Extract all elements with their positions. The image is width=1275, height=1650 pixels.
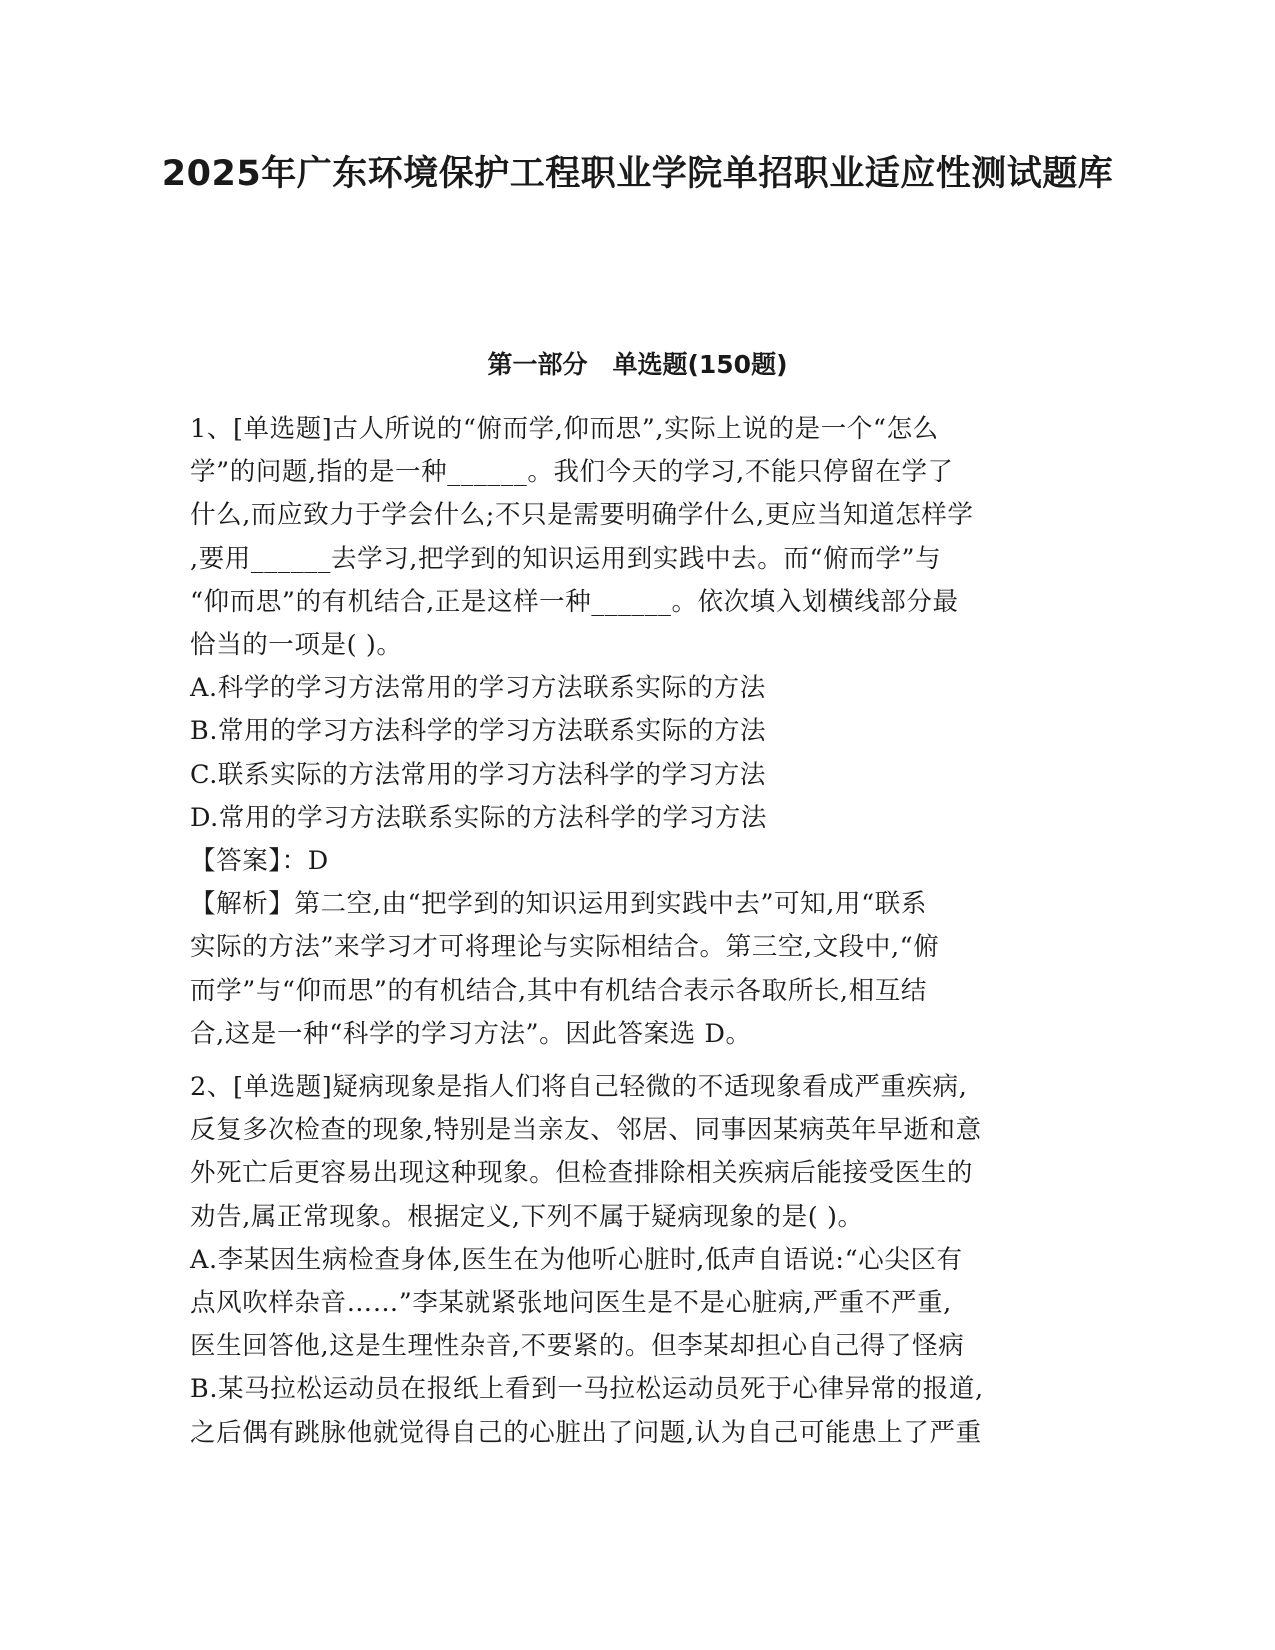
explanation-line: 实际的方法”来学习才可将理论与实际相结合。第三空,文段中,“俯 [190, 932, 940, 963]
question-stem-line: 恰当的一项是( )。 [190, 630, 403, 661]
option-d: D.常用的学习方法联系实际的方法科学的学习方法 [190, 802, 767, 833]
question-number: 1、 [190, 414, 233, 444]
question-stem-line: 什么,而应致力于学会什么;不只是需要明确学什么,更应当知道怎样学 [190, 500, 974, 531]
option-a-continued: 点风吹样杂音……”李某就紧张地问医生是不是心脏病,严重不严重, [190, 1288, 952, 1319]
question-stem-text: 疑病现象是指人们将自己轻微的不适现象看成严重疾病, [332, 1072, 968, 1103]
question-stem-line [190, 408, 1090, 451]
question-stem-line: “仰而思”的有机结合,正是这样一种______。依次填入划横线部分最 [190, 586, 959, 617]
question-1 [190, 408, 1090, 1056]
option-a: A.科学的学习方法常用的学习方法联系实际的方法 [190, 673, 766, 704]
question-list [190, 408, 1090, 1465]
question-stem-line: 反复多次检查的现象,特别是当亲友、邻居、同事因某病英年早逝和意 [190, 1115, 982, 1146]
explanation-line: 合,这是一种“科学的学习方法”。因此答案选 D。 [190, 1018, 752, 1049]
question-stem-line: 学”的问题,指的是一种______。我们今天的学习,不能只停留在学了 [190, 457, 954, 488]
explanation-label: 【解析】 [190, 889, 295, 920]
question-stem-line: ,要用______去学习,把学到的知识运用到实践中去。而“俯而学”与 [190, 543, 942, 574]
explanation-text: 第二空,由“把学到的知识运用到实践中去”可知,用“联系 [294, 889, 927, 920]
option-b: B.某马拉松运动员在报纸上看到一马拉松运动员死于心律异常的报道, [190, 1374, 984, 1405]
option-a: A.李某因生病检查身体,医生在为他听心脏时,低声自语说:“心尖区有 [190, 1244, 963, 1275]
question-stem-line: 外死亡后更容易出现这种现象。但检查排除相关疾病后能接受医生的 [190, 1158, 974, 1189]
question-type-tag: [单选题] [232, 414, 333, 444]
answer-value: D [307, 846, 329, 877]
option-a-continued: 医生回答他,这是生理性杂音,不要紧的。但李某却担心自己得了怪病 [190, 1331, 965, 1362]
question-stem-line [190, 1066, 1090, 1109]
question-stem-line: 劝告,属正常现象。根据定义,下列不属于疑病现象的是( )。 [190, 1201, 864, 1232]
option-b: B.常用的学习方法科学的学习方法联系实际的方法 [190, 716, 767, 747]
question-stem-text: 古人所说的“俯而学,仰而思”,实际上说的是一个“怎么 [332, 414, 939, 444]
option-b-continued: 之后偶有跳脉他就觉得自己的心脏出了问题,认为自己可能患上了严重 [190, 1417, 982, 1448]
answer-label: 【答案】： [190, 846, 308, 877]
explanation-line [190, 883, 1090, 926]
option-c: C.联系实际的方法常用的学习方法科学的学习方法 [190, 759, 767, 790]
explanation-line: 而学”与“仰而思”的有机结合,其中有机结合表示各取所长,相互结 [190, 975, 927, 1006]
question-number: 2、 [190, 1072, 233, 1103]
answer-line [190, 840, 1090, 883]
question-type-tag: [单选题] [232, 1072, 333, 1103]
question-2 [190, 1066, 1090, 1455]
section-heading: 第一部分 单选题(150题) [487, 350, 788, 379]
document-title: 2025年广东环境保护工程职业学院单招职业适应性测试题库 [161, 154, 1114, 194]
